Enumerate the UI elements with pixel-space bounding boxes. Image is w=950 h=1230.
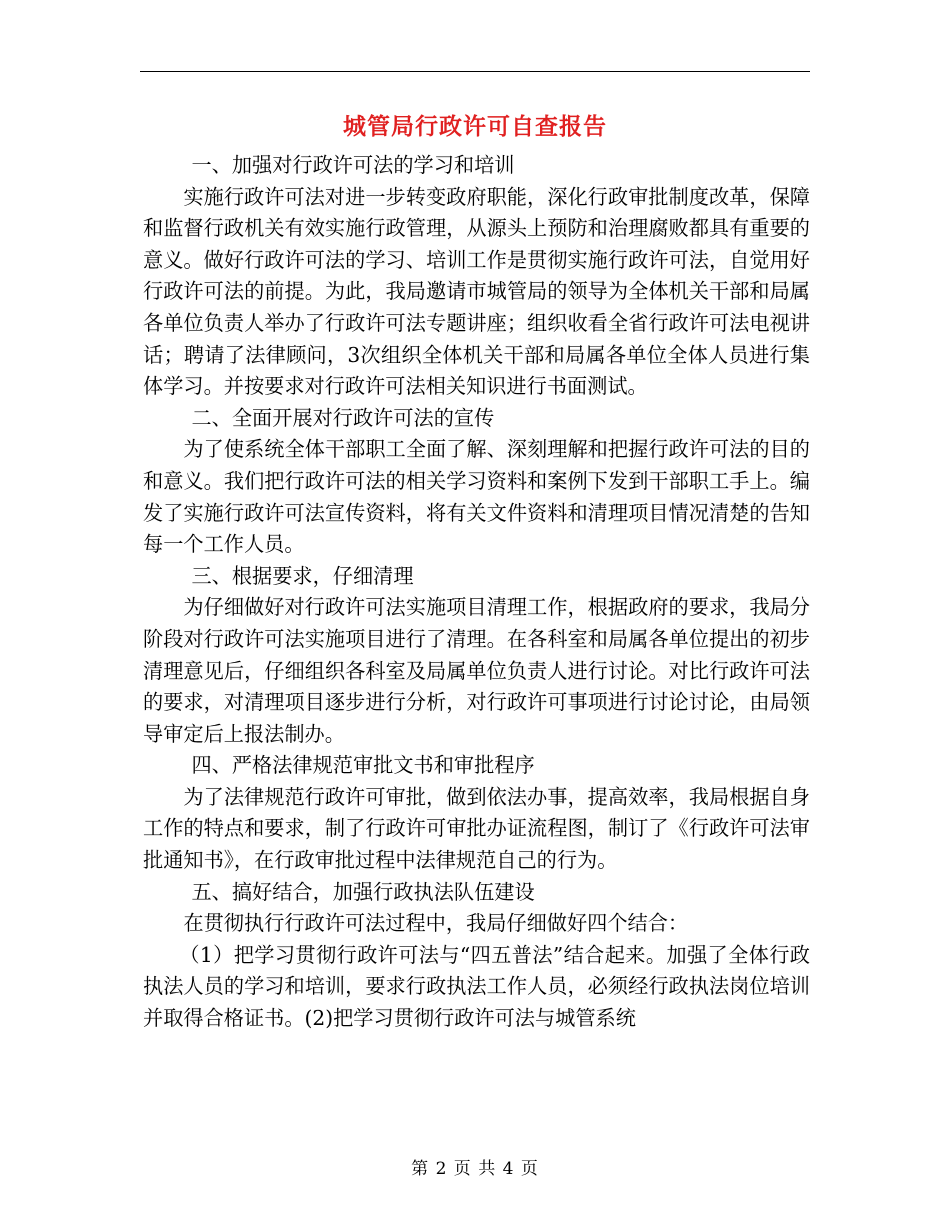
paragraph-3: 为仔细做好对行政许可法实施项目清理工作，根据政府的要求，我局分阶段对行政许可法实施项目进行了清理。在各科室和局属各单位提出的初步清理意见后，仔细组织各科室及局属单位负责人进行讨论。对比行政许可法的要求，对清理项目逐步进行分析，对行政许可事项进行讨论讨论，由局领导审定后上报法制办。 bbox=[143, 595, 810, 746]
document-body bbox=[143, 150, 810, 1035]
paragraph-6: （1）把学习贯彻行政许可法与“四五普法”结合起来。加强了全体行政执法人员的学习和培训，要求行政执法工作人员，必须经行政执法岗位培训并取得合格证书。(2)把学习贯彻行政许可法与城管系统 bbox=[143, 942, 810, 1031]
section-heading-3: 三、根据要求，仔细清理 bbox=[191, 563, 414, 588]
header-rule bbox=[140, 71, 810, 72]
paragraph-2: 为了使系统全体干部职工全面了解、深刻理解和把握行政许可法的目的和意义。我们把行政许可法的相关学习资料和案例下发到干部职工手上。编发了实施行政许可法宣传资料，将有关文件资料和清理项目情况清楚的告知每一个工作人员。 bbox=[143, 437, 810, 557]
section-heading-5: 五、搞好结合，加强行政执法队伍建设 bbox=[191, 879, 535, 904]
section-heading-4: 四、严格法律规范审批文书和审批程序 bbox=[191, 753, 535, 778]
section-heading-2: 二、全面开展对行政许可法的宣传 bbox=[191, 405, 495, 430]
section-heading-1: 一、加强对行政许可法的学习和培训 bbox=[191, 153, 515, 177]
paragraph-4: 为了法律规范行政许可审批，做到依法办事，提高效率，我局根据自身工作的特点和要求，制了行政许可审批办证流程图，制订了《行政许可法审批通知书》，在行政审批过程中法律规范自己的行为。 bbox=[143, 784, 810, 873]
document-title: 城管局行政许可自查报告 bbox=[343, 113, 607, 140]
paragraph-5: 在贯彻执行行政许可法过程中，我局仔细做好四个结合： bbox=[183, 911, 689, 936]
page-number: 第 2 页 共 4 页 bbox=[411, 1159, 539, 1179]
paragraph-1: 实施行政许可法对进一步转变政府职能，深化行政审批制度改革，保障和监督行政机关有效实施行政管理，从源头上预防和治理腐败都具有重要的意义。做好行政许可法的学习、培训工作是贯彻实施行政许可法，自觉用好行政许可法的前提。为此，我局邀请市城管局的领导为全体机关干部和局属各单位负责人举办了行政许可法专题讲座；组织收看全省行政许可法电视讲话；聘请了法律顾问，3次组织全体机关干部和局属各单位全体人员进行集体学习。并按要求对行政许可法相关知识进行书面测试。 bbox=[143, 184, 810, 399]
